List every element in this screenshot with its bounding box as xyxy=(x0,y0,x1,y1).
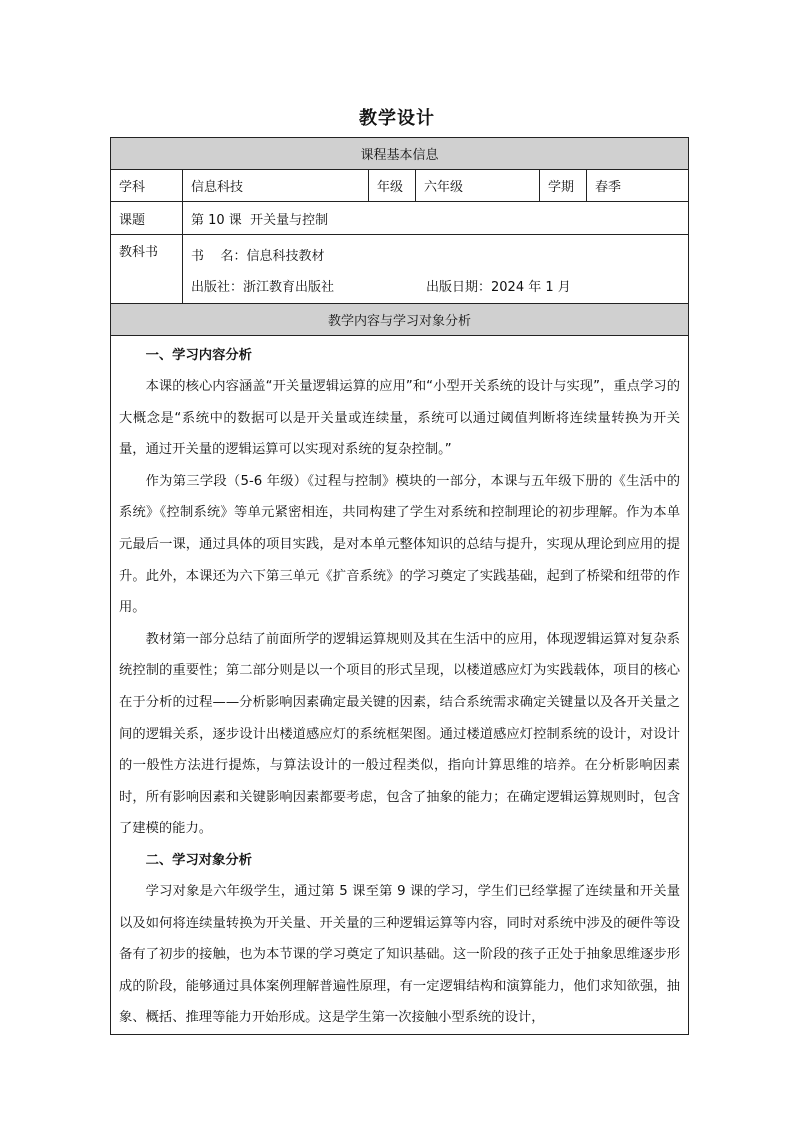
lesson-value: 第 10 课 开关量与控制 xyxy=(183,202,689,235)
textbook-info xyxy=(183,235,689,304)
lesson-plan-table xyxy=(110,137,689,1035)
section1-paragraph: 作为第三学段（5-6 年级）《过程与控制》模块的一部分，本课与五年级下册的《生活中的系统》《控制系统》等单元紧密相连，共同构建了学生对系统和控制理论的初步理解。作为本单元最后一课，通过具体的项目实践，是对本单元整体知识的总结与提升，实现从理论到应用的提升。此外，本课还为六下第三单元《扩音系统》的学习奠定了实践基础，起到了桥梁和纽带的作用。 xyxy=(119,473,681,616)
lesson-label: 课题 xyxy=(111,202,183,235)
grade-label: 年级 xyxy=(369,170,416,202)
pub-date: 出版日期：2024 年 1 月 xyxy=(426,280,571,295)
term-label: 学期 xyxy=(540,170,587,202)
grade-value: 六年级 xyxy=(416,170,540,202)
analysis-header: 教学内容与学习对象分析 xyxy=(111,304,689,336)
book-name: 书 名：信息科技教材 xyxy=(191,249,325,264)
section1-title: 一、学习内容分析 xyxy=(145,348,252,363)
publisher: 出版社：浙江教育出版社 xyxy=(191,280,335,295)
subject-label: 学科 xyxy=(111,170,183,202)
publisher-line xyxy=(191,272,680,303)
basic-info-header: 课程基本信息 xyxy=(111,138,689,170)
subject-value: 信息科技 xyxy=(183,170,369,202)
term-value: 春季 xyxy=(587,170,689,202)
section1-paragraph: 本课的核心内容涵盖“开关量逻辑运算的应用”和“小型开关系统的设计与实现”，重点学习的大概念是“系统中的数据可以是开关量或连续量，系统可以通过阈值判断将连续量转换为开关量，通过开关量的逻辑运算可以实现对系统的复杂控制。” xyxy=(119,379,681,458)
document-title: 教学设计 xyxy=(359,108,435,129)
textbook-label: 教科书 xyxy=(111,235,183,304)
section2-paragraph: 学习对象是六年级学生，通过第 5 课至第 9 课的学习，学生们已经掌握了连续量和开关量以及如何将连续量转换为开关量、开关量的三种逻辑运算等内容，同时对系统中涉及的硬件等设备有了初步的接触，也为本节课的学习奠定了知识基础。这一阶段的孩子正处于抽象思维逐步形成的阶段，能够通过具体案例理解普遍性原理，有一定逻辑结构和演算能力，他们求知欲强，抽象、概括、推理等能力开始形成。这是学生第一次接触小型系统的设计， xyxy=(119,883,681,1026)
section1-paragraph: 教材第一部分总结了前面所学的逻辑运算规则及其在生活中的应用，体现逻辑运算对复杂系统控制的重要性；第二部分则是以一个项目的形式呈现，以楼道感应灯为实践载体，项目的核心在于分析的过程——分析影响因素确定最关键的因素，结合系统需求确定关键量以及各开关量之间的逻辑关系，逐步设计出楼道感应灯的系统框架图。通过楼道感应灯控制系统的设计，对设计的一般性方法进行提炼，与算法设计的一般过程类似，指向计算思维的培养。在分析影响因素时，所有影响因素和关键影响因素都要考虑，包含了抽象的能力；在确定逻辑运算规则时，包含了建模的能力。 xyxy=(119,631,681,837)
analysis-content xyxy=(111,336,689,1035)
section2-title: 二、学习对象分析 xyxy=(145,852,252,868)
